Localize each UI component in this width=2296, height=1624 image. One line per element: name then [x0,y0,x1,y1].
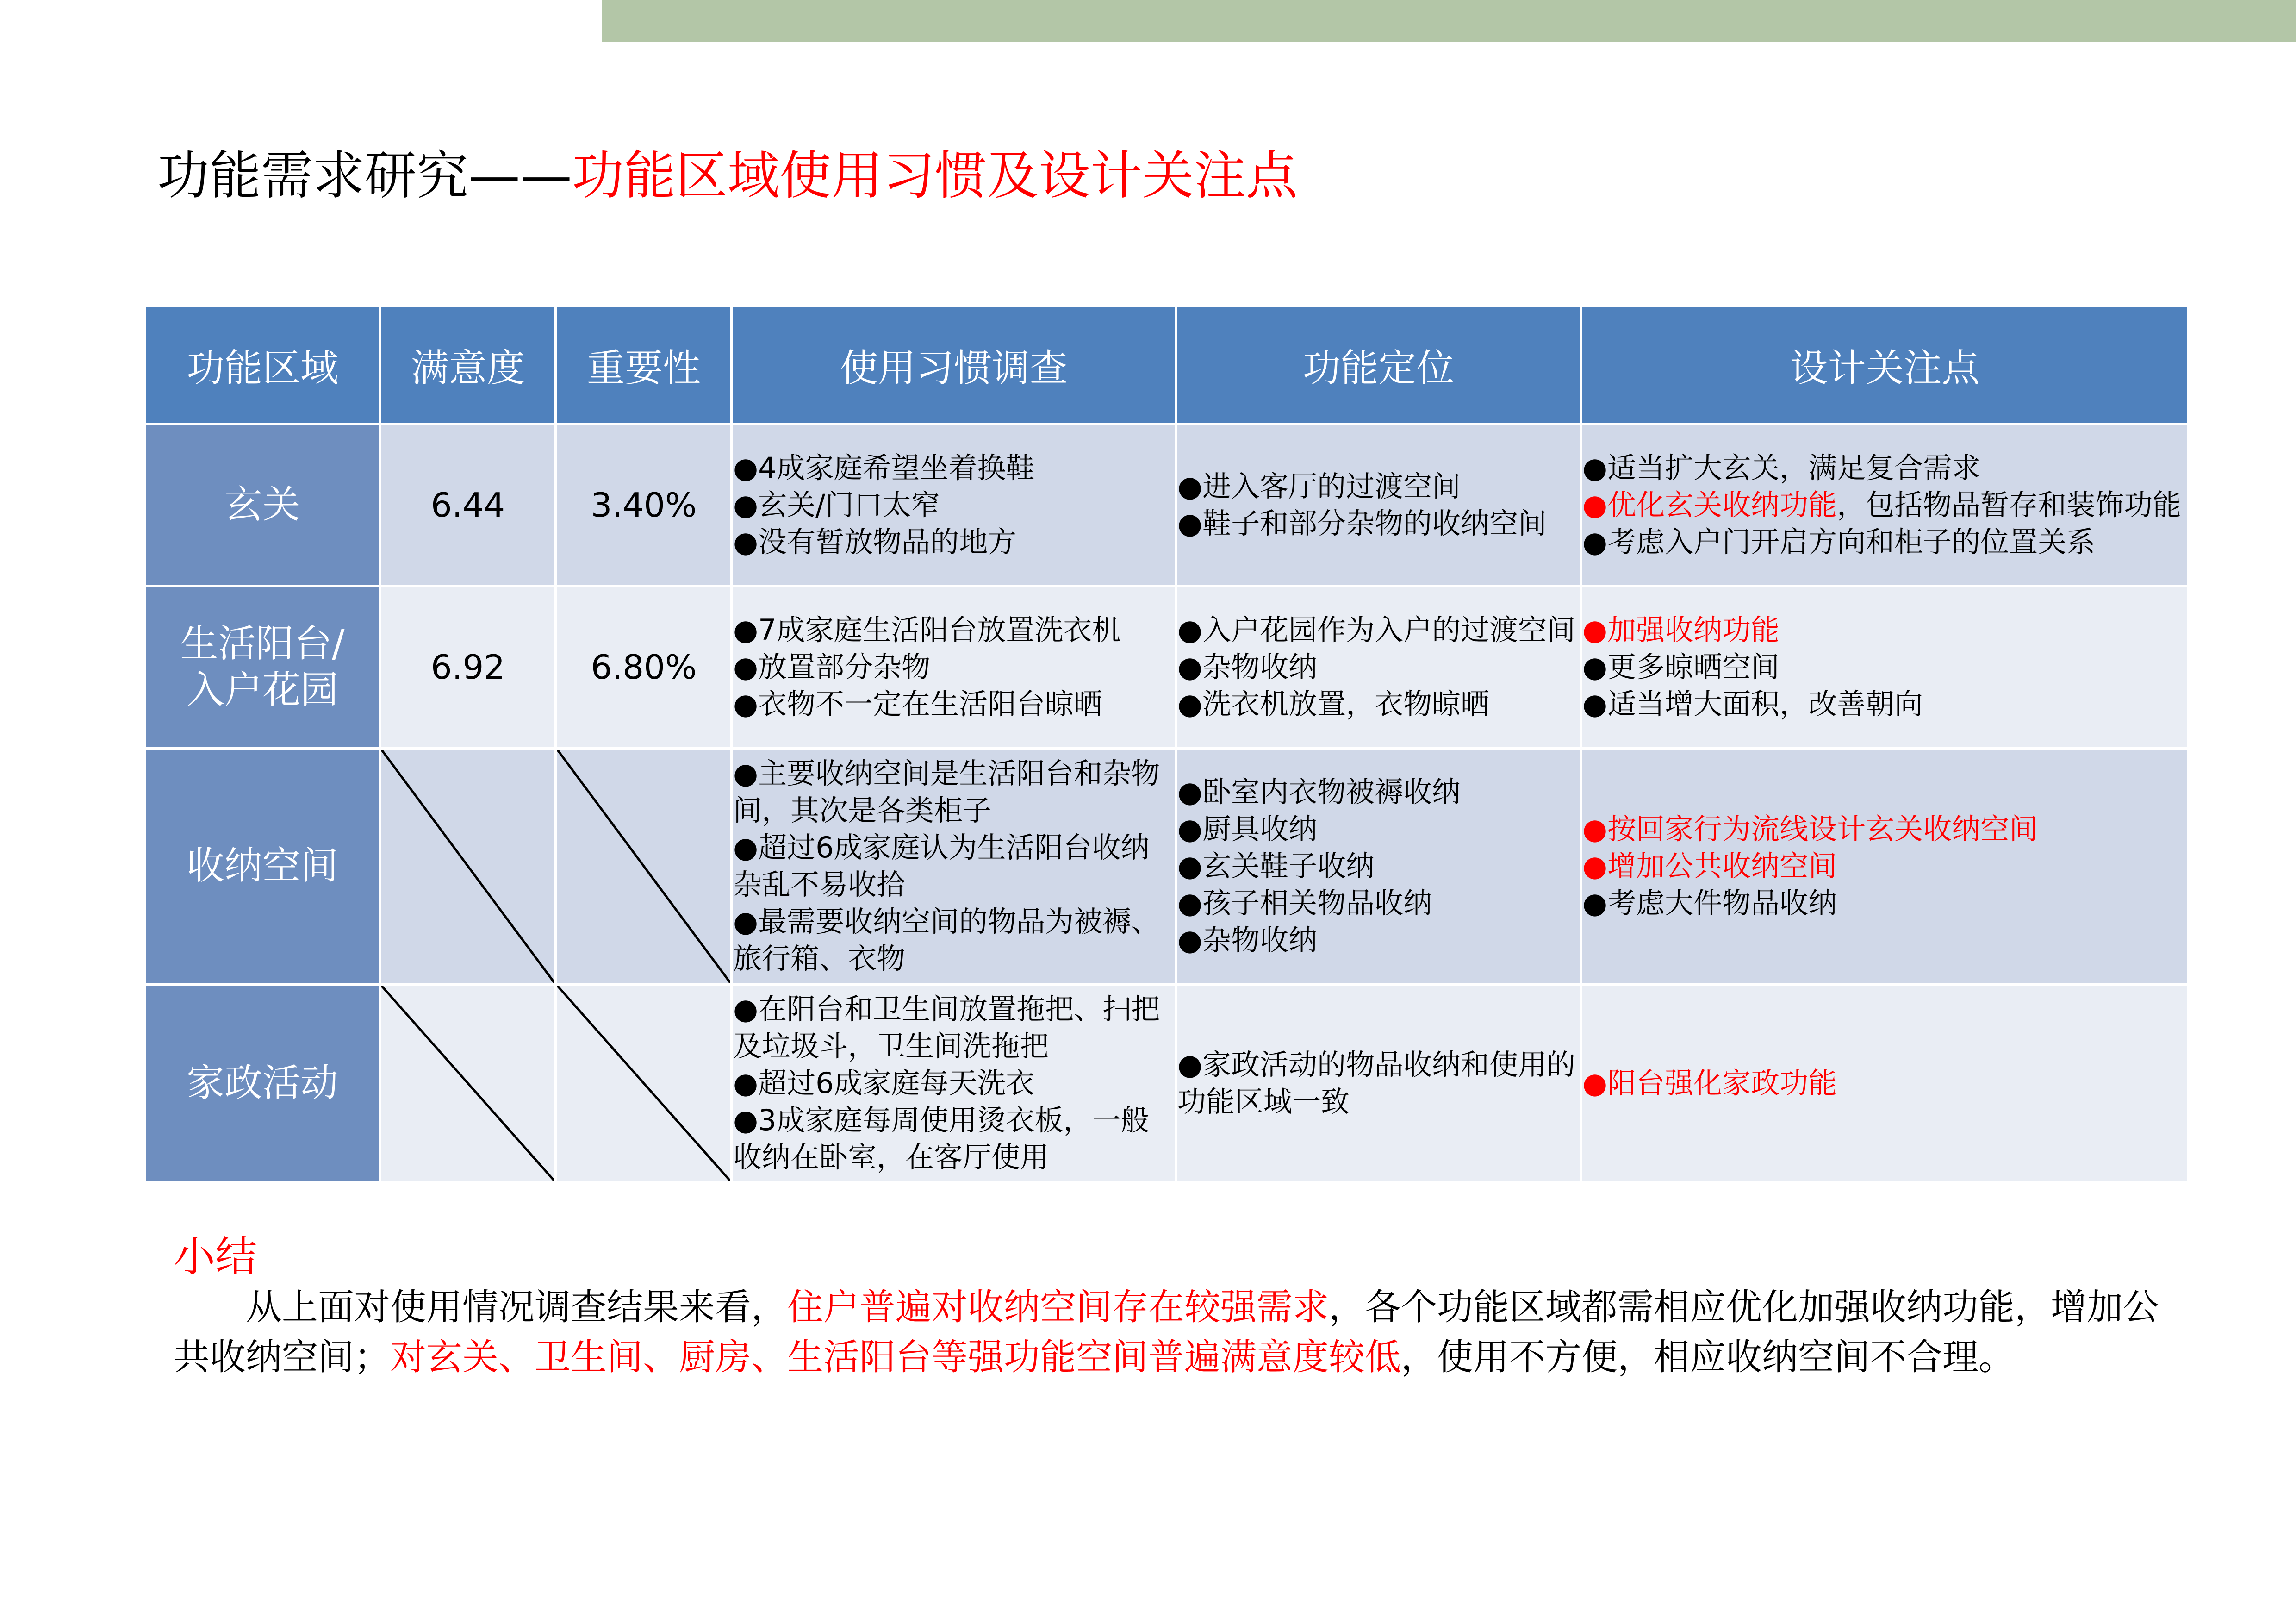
list-item: ●3成家庭每周使用烫衣板，一般收纳在卧室，在客厅使用 [733,1103,1150,1174]
positioning-cell [1176,424,1581,586]
title-part2: 功能区域使用习惯及设计关注点 [572,146,1298,206]
summary-title: 小结 [174,1232,257,1281]
list-item: ●更多晾晒空间 [1582,650,1780,684]
list-item: ●在阳台和卫生间放置拖把、扫把及垃圾斗，卫生间洗拖把 [733,992,1160,1063]
area-line: 生活阳台/ [180,622,345,666]
positioning-cell [1176,984,1581,1182]
positioning-cell [1176,748,1581,984]
list-item: ●超过6成家庭认为生活阳台收纳杂乱不易收拾 [733,831,1150,901]
header-satisfaction: 满意度 [380,306,556,424]
importance-cell: 6.80% [556,586,732,748]
list-item: ●阳台强化家政功能 [1582,1066,1837,1100]
empty-diagonal-cell [380,748,556,984]
red-highlight: ●优化玄关收纳功能 [1582,488,1837,522]
list-item: ●适当增大面积，改善朝向 [1582,687,1923,721]
focus-cell [1581,748,2189,984]
focus-cell [1581,424,2189,586]
habits-cell [732,748,1176,984]
header-area: 功能区域 [145,306,380,424]
focus-cell [1581,984,2189,1182]
list-item [1582,487,2187,524]
function-area-table [143,305,2190,1184]
area-cell: 家政活动 [145,984,380,1182]
header-importance: 重要性 [556,306,732,424]
list-item: ●按回家行为流线设计玄关收纳空间 [1582,812,2038,846]
list-item: ●增加公共收纳空间 [1582,849,1837,883]
summary-seg2: 住户普遍对收纳空间存在较强需求 [787,1287,1329,1328]
empty-diagonal-cell [556,748,732,984]
list-item: ●加强收纳功能 [1582,613,1780,647]
importance-cell: 3.40% [556,424,732,586]
list-item: ●衣物不一定在生活阳台晾晒 [733,687,1103,721]
list-item: ●没有暂放物品的地方 [733,525,1017,559]
area-line: 入户花园 [186,668,338,712]
table-header-row [145,306,2189,424]
list-item: ●7成家庭生活阳台放置洗衣机 [733,613,1121,647]
top-accent-bar [602,0,2296,42]
list-item: ●杂物收纳 [1177,650,1318,684]
habits-cell [732,424,1176,586]
list-item: ●卧室内衣物被褥收纳 [1177,775,1461,809]
list-item: ●最需要收纳空间的物品为被褥、旅行箱、衣物 [733,905,1160,975]
item-tail: ，包括物品暂存和装饰功能 [1837,488,2182,522]
list-item: ●杂物收纳 [1177,923,1318,957]
summary-paragraph [174,1282,2187,1382]
list-item: ●适当扩大玄关，满足复合需求 [1582,451,1981,485]
area-cell [145,586,380,748]
list-item: ●考虑入户门开启方向和柜子的位置关系 [1582,525,2096,559]
satisfaction-cell: 6.44 [380,424,556,586]
summary-seg4: 对玄关、卫生间、厨房、生活阳台等强功能空间普遍满意度较低 [390,1337,1401,1378]
list-item: ●入户花园作为入户的过渡空间 [1177,613,1576,647]
list-item: ●鞋子和部分杂物的收纳空间 [1177,506,1547,540]
table-row [145,984,2189,1182]
list-item: ●家政活动的物品收纳和使用的功能区域一致 [1177,1048,1576,1118]
list-item: ●超过6成家庭每天洗衣 [733,1066,1035,1100]
title-part1: 功能需求研究—— [157,146,572,206]
page-title [157,139,1298,213]
focus-cell [1581,586,2189,748]
table-row [145,586,2189,748]
habits-cell [732,984,1176,1182]
list-item: ●孩子相关物品收纳 [1177,886,1432,920]
list-item: ●放置部分杂物 [733,650,931,684]
satisfaction-cell: 6.92 [380,586,556,748]
table-row [145,424,2189,586]
list-item: ●洗衣机放置，衣物晾晒 [1177,687,1490,721]
summary-seg5: ，使用不方便，相应收纳空间不合理。 [1401,1337,2015,1378]
table-row [145,748,2189,984]
habits-cell [732,586,1176,748]
header-positioning: 功能定位 [1176,306,1581,424]
summary-seg1: 从上面对使用情况调查结果来看， [246,1287,788,1328]
area-cell: 收纳空间 [145,748,380,984]
list-item: ●玄关/门口太窄 [733,488,940,522]
list-item: ●考虑大件物品收纳 [1582,886,1837,920]
empty-diagonal-cell [380,984,556,1182]
header-focus: 设计关注点 [1581,306,2189,424]
list-item: ●玄关鞋子收纳 [1177,849,1375,883]
list-item: ●进入客厅的过渡空间 [1177,469,1461,503]
summary-seg3: ，各个功能区域都需相应优化加强收纳功能，增加公共收纳空间； [174,1287,2159,1378]
list-item: ●厨具收纳 [1177,812,1318,846]
positioning-cell [1176,586,1581,748]
empty-diagonal-cell [556,984,732,1182]
header-habits: 使用习惯调查 [732,306,1176,424]
list-item: ●4成家庭希望坐着换鞋 [733,451,1035,485]
area-cell: 玄关 [145,424,380,586]
list-item: ●主要收纳空间是生活阳台和杂物间，其次是各类柜子 [733,756,1160,827]
